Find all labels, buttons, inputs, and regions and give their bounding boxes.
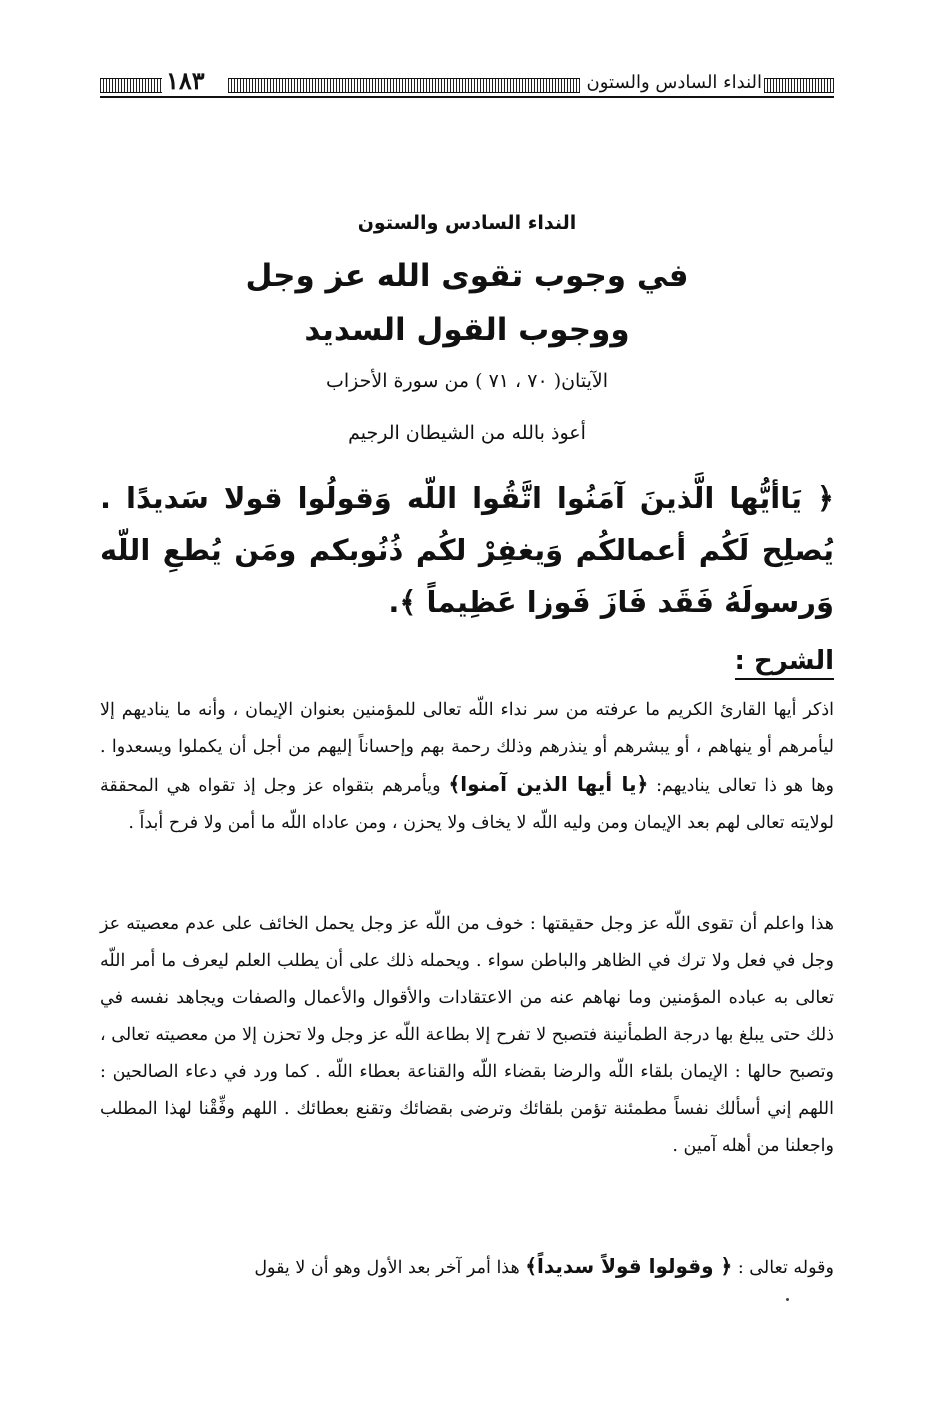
inline-quote: ﴿يا أيها الذين آمنوا﴾	[448, 772, 649, 796]
header-ornament-bar	[764, 78, 834, 93]
paragraph-2: هذا واعلم أن تقوى اللّه عز وجل حقيقتها : خوف من اللّه عز وجل يحمل الخائف على عدم معصيته عز وجل في فعل ولا ترك في الظاهر والباطن سواء . ويحمله ذلك على أن يطلب العلم ليعرف ما أمر اللّه تعالى به عباده المؤمنين وما نهاهم عنه من الاعتقادات والأقوال والأعمال والصفات ويجاهد نفسه في ذلك حتى يبلغ بها درجة الطمأنينة فتصبح لا تفرح إلا بطاعة اللّه عز وجل ولا تحزن إلا من معصيته تعالى ، وتصبح حالها : الإيمان بلقاء اللّه والرضا بقضاء اللّه والقناعة بعطاء اللّه . كما ورد في دعاء الصالحين : اللهم إني أسألك نفساً مطمئنة تؤمن بلقائك وترضى بقضائك وتقنع بعطائك . اللهم وفِّقْنا لهذا المطلب واجعلنا من أهله آمين .	[100, 914, 835, 1156]
verse-text: يَاأيُّها الَّذينَ آمَنُوا اتَّقُوا اللّه وَقولُوا قولا سَديدًا . يُصلِح لَكُم أعمالكُم وَيغفِرْ لكُم ذُنُوبكم ومَن يُطعِ اللّه وَرسولَهُ فَقَد فَازَ فَوزا عَظِيماً	[100, 481, 834, 619]
paragraph-text: اذكر أيها القارئ الكريم ما عرفته من سر نداء اللّه تعالى للمؤمنين بعنوان الإيمان ، وأنه ما يناديهم إلا ليأمرهم أو ينهاهم ، أو يبشرهم أو ينذرهم وذلك رحمة بهم وإحساناً إليهم من أجل أن يكملوا ويسعدوا . وها هو ذا تعالى يناديهم:	[100, 700, 834, 796]
header-ornament-bar	[100, 78, 162, 93]
print-speck	[786, 1298, 789, 1301]
commentary-heading: الشرح :	[735, 646, 835, 680]
header-ornament-bar	[228, 78, 580, 93]
paragraph-3	[100, 1248, 834, 1287]
running-header	[100, 66, 834, 100]
inline-quote: ﴿ وقولوا قولاً سديداً﴾	[525, 1254, 733, 1278]
paragraph-text: هذا أمر آخر بعد الأول وهو أن لا يقول	[254, 1258, 520, 1278]
section-title: النداء السادس والستون	[357, 212, 577, 234]
paragraph-text: ويأمرهم بتقواه عز وجل إذ تقواه هي المحققة لولايته تعالى لهم بعد الإيمان ومن وليه اللّه لا يخاف ولا يحزن ، ومن عاداه اللّه ما أمن ولا فرح أبداً .	[100, 776, 834, 833]
verse-reference: الآيتان( ٧٠ ، ٧١ ) من سورة الأحزاب	[326, 370, 608, 392]
paragraph-1	[100, 692, 834, 842]
quran-verse	[100, 472, 834, 628]
chapter-heading-line-1: في وجوب تقوى الله عز وجل	[245, 258, 689, 294]
verse-close-bracket: ﴾.	[388, 585, 417, 619]
chapter-heading-line-2: ووجوب القول السديد	[304, 312, 630, 348]
istiadha: أعوذ بالله من الشيطان الرجيم	[348, 422, 586, 444]
verse-open-bracket: ﴿	[816, 481, 834, 515]
page-number: ١٨٣	[166, 66, 205, 95]
running-title: النداء السادس والستون	[586, 72, 762, 93]
header-rule	[100, 96, 834, 98]
paragraph-text: وقوله تعالى :	[737, 1258, 834, 1278]
